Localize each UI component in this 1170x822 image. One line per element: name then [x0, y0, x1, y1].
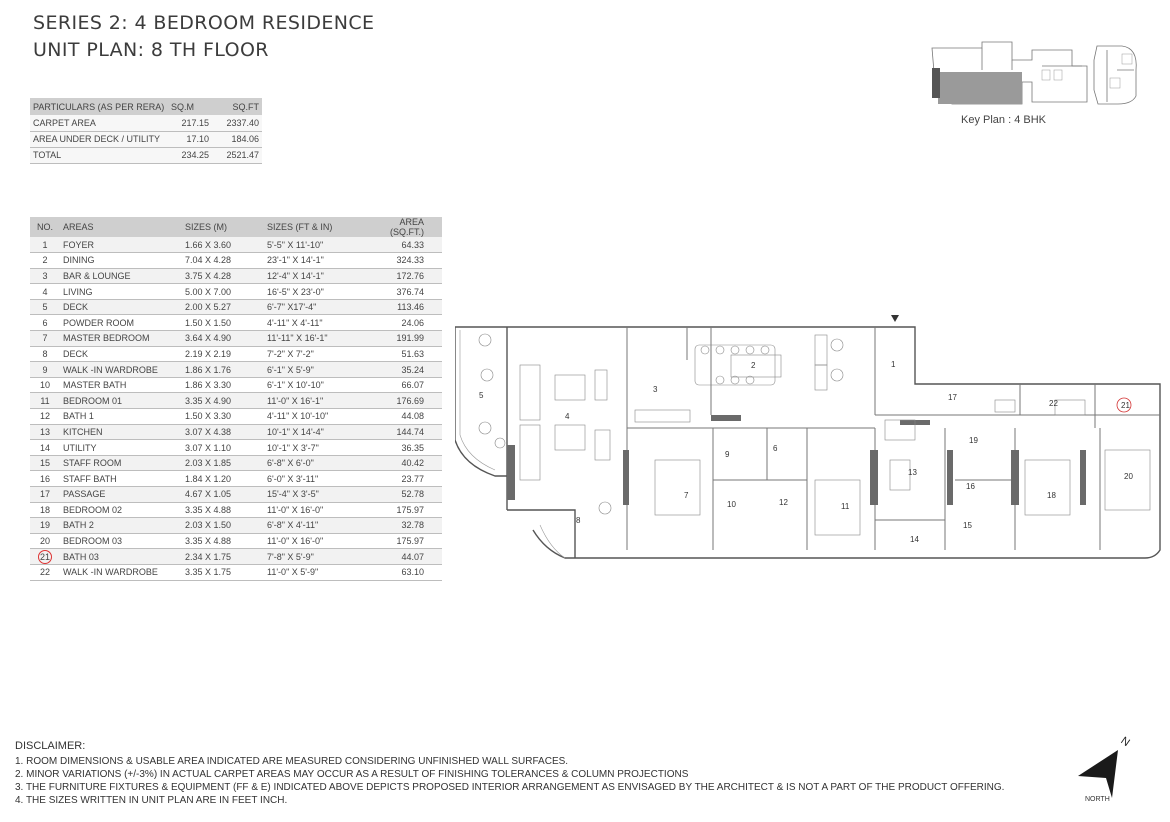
areas-row	[30, 487, 442, 503]
room-number: 21	[1121, 401, 1130, 410]
area-size-ft: 11'-0" X 5'-9"	[264, 564, 368, 580]
title-series: SERIES 2: 4 BEDROOM RESIDENCE	[33, 12, 375, 34]
area-size-ft: 4'-11" X 10'-10"	[264, 409, 368, 425]
areas-row	[30, 346, 442, 362]
area-name: DINING	[60, 253, 182, 269]
area-size-ft: 12'-4" X 14'-1"	[264, 268, 368, 284]
room-number: 8	[576, 516, 581, 525]
area-no: 10	[30, 377, 60, 393]
rera-sqft: 2337.40	[212, 115, 262, 131]
area-sqft: 64.33	[368, 237, 442, 253]
area-no: 1	[30, 237, 60, 253]
room-number: 10	[727, 500, 736, 509]
area-size-ft: 4'-11" X 4'-11"	[264, 315, 368, 331]
disclaimer-line: 4. THE SIZES WRITTEN IN UNIT PLAN ARE IN FEET INCH.	[15, 795, 288, 806]
area-sqft: 376.74	[368, 284, 442, 300]
north-label: NORTH	[1085, 796, 1110, 803]
area-sqft: 44.07	[368, 549, 442, 565]
area-sqft: 24.06	[368, 315, 442, 331]
rera-sqm: 234.25	[168, 147, 212, 163]
room-number: 12	[779, 498, 788, 507]
room-number: 7	[684, 491, 689, 500]
area-no: 17	[30, 487, 60, 503]
area-no: 12	[30, 409, 60, 425]
rera-header-sqft: SQ.FT	[212, 98, 262, 115]
area-no: 13	[30, 424, 60, 440]
areas-row	[30, 440, 442, 456]
area-sqft: 113.46	[368, 299, 442, 315]
room-number: 19	[969, 436, 978, 445]
area-size-m: 1.86 X 1.76	[182, 362, 264, 378]
area-no: 5	[30, 299, 60, 315]
areas-row	[30, 377, 442, 393]
area-name: KITCHEN	[60, 424, 182, 440]
area-size-ft: 23'-1" X 14'-1"	[264, 253, 368, 269]
area-size-m: 1.50 X 1.50	[182, 315, 264, 331]
area-size-m: 2.19 X 2.19	[182, 346, 264, 362]
area-sqft: 176.69	[368, 393, 442, 409]
area-size-ft: 16'-5" X 23'-0"	[264, 284, 368, 300]
area-size-m: 3.35 X 1.75	[182, 564, 264, 580]
room-number: 20	[1124, 472, 1133, 481]
area-size-ft: 6'-8" X 6'-0"	[264, 455, 368, 471]
room-number: 18	[1047, 491, 1056, 500]
rera-header-row	[30, 98, 262, 115]
area-sqft: 52.78	[368, 487, 442, 503]
disclaimer-line: 3. THE FURNITURE FIXTURES & EQUIPMENT (FF & E) INDICATED ABOVE DEPICTS PROPOSED INTERIOR ARRANGEMENT AS ENVISAGED BY THE ARCHITECT & IS NOT A PART OF THE PRODUCT OFFERING.	[15, 782, 1005, 793]
area-name: BEDROOM 03	[60, 533, 182, 549]
rera-sqm: 17.10	[168, 131, 212, 147]
area-name: BATH 1	[60, 409, 182, 425]
areas-table-body	[30, 237, 442, 580]
room-number: 15	[963, 521, 972, 530]
key-plan-caption: Key Plan : 4 BHK	[961, 114, 1046, 126]
areas-row	[30, 409, 442, 425]
area-size-m: 2.00 X 5.27	[182, 299, 264, 315]
area-name: DECK	[60, 299, 182, 315]
area-sqft: 51.63	[368, 346, 442, 362]
area-name: DECK	[60, 346, 182, 362]
disclaimer-heading: DISCLAIMER:	[15, 740, 86, 752]
area-no: 11	[30, 393, 60, 409]
area-name: POWDER ROOM	[60, 315, 182, 331]
areas-row	[30, 253, 442, 269]
area-no: 2	[30, 253, 60, 269]
room-number: 9	[725, 450, 730, 459]
area-no-highlight: 21	[39, 551, 50, 562]
areas-header-area-sqft: AREA (SQ.FT.)	[368, 217, 442, 237]
room-number: 5	[479, 391, 484, 400]
area-name: PASSAGE	[60, 487, 182, 503]
area-name: LIVING	[60, 284, 182, 300]
area-size-m: 3.35 X 4.88	[182, 502, 264, 518]
area-name: BEDROOM 01	[60, 393, 182, 409]
rera-label: TOTAL	[30, 147, 168, 163]
area-size-m: 3.35 X 4.90	[182, 393, 264, 409]
room-number: 11	[841, 502, 850, 511]
rera-sqft: 2521.47	[212, 147, 262, 163]
areas-row	[30, 502, 442, 518]
areas-table	[30, 217, 442, 581]
areas-row	[30, 518, 442, 534]
area-name: FOYER	[60, 237, 182, 253]
area-size-ft: 10'-1" X 3'-7"	[264, 440, 368, 456]
rera-label: CARPET AREA	[30, 115, 168, 131]
areas-row	[30, 564, 442, 580]
area-size-ft: 10'-1" X 14'-4"	[264, 424, 368, 440]
area-size-m: 5.00 X 7.00	[182, 284, 264, 300]
disclaimer	[15, 740, 1004, 807]
area-name: BAR & LOUNGE	[60, 268, 182, 284]
area-size-ft: 11'-0" X 16'-0"	[264, 502, 368, 518]
area-sqft: 66.07	[368, 377, 442, 393]
area-sqft: 35.24	[368, 362, 442, 378]
area-sqft: 175.97	[368, 533, 442, 549]
room-number: 3	[653, 385, 658, 394]
page-title	[33, 10, 374, 64]
rera-sqft: 184.06	[212, 131, 262, 147]
area-size-ft: 5'-5" X 11'-10"	[264, 237, 368, 253]
rera-header-particulars: PARTICULARS (AS PER RERA)	[30, 98, 168, 115]
area-sqft: 36.35	[368, 440, 442, 456]
area-no: 14	[30, 440, 60, 456]
area-no: 4	[30, 284, 60, 300]
rera-row	[30, 147, 262, 163]
area-name: BEDROOM 02	[60, 502, 182, 518]
area-no: 15	[30, 455, 60, 471]
room-number: 22	[1049, 399, 1058, 408]
room-number: 13	[908, 468, 917, 477]
areas-row	[30, 299, 442, 315]
area-size-m: 3.64 X 4.90	[182, 331, 264, 347]
area-no	[30, 549, 60, 565]
areas-row	[30, 331, 442, 347]
area-sqft: 23.77	[368, 471, 442, 487]
area-size-m: 2.34 X 1.75	[182, 549, 264, 565]
area-sqft: 191.99	[368, 331, 442, 347]
area-name: STAFF BATH	[60, 471, 182, 487]
area-sqft: 44.08	[368, 409, 442, 425]
areas-header-no: NO.	[30, 217, 60, 237]
areas-row	[30, 393, 442, 409]
area-no: 9	[30, 362, 60, 378]
area-size-ft: 11'-0" X 16'-1"	[264, 393, 368, 409]
room-number: 4	[565, 412, 570, 421]
area-sqft: 32.78	[368, 518, 442, 534]
area-sqft: 324.33	[368, 253, 442, 269]
area-size-m: 3.75 X 4.28	[182, 268, 264, 284]
area-size-ft: 6'-8" X 4'-11"	[264, 518, 368, 534]
disclaimer-line: 2. MINOR VARIATIONS (+/-3%) IN ACTUAL CARPET AREAS MAY OCCUR AS A RESULT OF FINISHING TOLERANCES & COLUMN PROJECTIONS	[15, 769, 689, 780]
area-sqft: 63.10	[368, 564, 442, 580]
title-unit-plan: UNIT PLAN: 8 TH FLOOR	[33, 39, 269, 61]
room-number: 16	[966, 482, 975, 491]
areas-row	[30, 315, 442, 331]
room-number: 17	[948, 393, 957, 402]
area-size-m: 2.03 X 1.85	[182, 455, 264, 471]
area-sqft: 175.97	[368, 502, 442, 518]
areas-row	[30, 455, 442, 471]
area-no: 19	[30, 518, 60, 534]
rera-header-sqm: SQ.M	[168, 98, 212, 115]
areas-header-areas: AREAS	[60, 217, 182, 237]
area-size-ft: 11'-0" X 16'-0"	[264, 533, 368, 549]
areas-header-sizes-ft: SIZES (FT & IN)	[264, 217, 368, 237]
unit-floor-plan	[455, 310, 1170, 570]
area-name: UTILITY	[60, 440, 182, 456]
area-size-ft: 6'-0" X 3'-11"	[264, 471, 368, 487]
rera-table	[30, 98, 262, 164]
key-plan-drawing	[922, 40, 1148, 108]
room-number: 6	[773, 444, 778, 453]
area-size-m: 2.03 X 1.50	[182, 518, 264, 534]
area-size-ft: 7'-8" X 5'-9"	[264, 549, 368, 565]
room-number: 2	[751, 361, 756, 370]
area-name: MASTER BATH	[60, 377, 182, 393]
areas-header-sizes-m: SIZES (M)	[182, 217, 264, 237]
area-size-m: 3.07 X 1.10	[182, 440, 264, 456]
area-size-m: 1.86 X 3.30	[182, 377, 264, 393]
rera-label: AREA UNDER DECK / UTILITY	[30, 131, 168, 147]
area-size-m: 1.66 X 3.60	[182, 237, 264, 253]
area-size-m: 1.50 X 3.30	[182, 409, 264, 425]
room-number: 14	[910, 535, 919, 544]
rera-row	[30, 131, 262, 147]
area-sqft: 144.74	[368, 424, 442, 440]
rera-row	[30, 115, 262, 131]
area-sqft: 40.42	[368, 455, 442, 471]
areas-row	[30, 533, 442, 549]
area-no: 3	[30, 268, 60, 284]
areas-header-row	[30, 217, 442, 237]
area-size-ft: 6'-1" X 10'-10"	[264, 377, 368, 393]
area-name: WALK -IN WARDROBE	[60, 362, 182, 378]
area-size-m: 3.35 X 4.88	[182, 533, 264, 549]
area-size-ft: 11'-11" X 16'-1"	[264, 331, 368, 347]
area-no: 16	[30, 471, 60, 487]
areas-row	[30, 237, 442, 253]
area-size-ft: 7'-2" X 7'-2"	[264, 346, 368, 362]
areas-row	[30, 549, 442, 565]
areas-row	[30, 424, 442, 440]
area-name: BATH 2	[60, 518, 182, 534]
area-name: WALK -IN WARDROBE	[60, 564, 182, 580]
area-name: STAFF ROOM	[60, 455, 182, 471]
area-no: 18	[30, 502, 60, 518]
area-size-m: 3.07 X 4.38	[182, 424, 264, 440]
area-name: BATH 03	[60, 549, 182, 565]
area-name: MASTER BEDROOM	[60, 331, 182, 347]
area-size-ft: 6'-7" X17'-4"	[264, 299, 368, 315]
rera-sqm: 217.15	[168, 115, 212, 131]
area-size-m: 4.67 X 1.05	[182, 487, 264, 503]
area-no: 6	[30, 315, 60, 331]
area-size-m: 7.04 X 4.28	[182, 253, 264, 269]
disclaimer-line: 1. ROOM DIMENSIONS & USABLE AREA INDICATED ARE MEASURED CONSIDERING UNFINISHED WALL SURFACES.	[15, 756, 569, 767]
area-size-ft: 6'-1" X 5'-9"	[264, 362, 368, 378]
areas-row	[30, 284, 442, 300]
area-size-m: 1.84 X 1.20	[182, 471, 264, 487]
north-letter: N	[1118, 734, 1132, 750]
area-no: 7	[30, 331, 60, 347]
areas-row	[30, 471, 442, 487]
area-no: 20	[30, 533, 60, 549]
area-size-ft: 15'-4" X 3'-5"	[264, 487, 368, 503]
areas-row	[30, 362, 442, 378]
areas-row	[30, 268, 442, 284]
area-sqft: 172.76	[368, 268, 442, 284]
area-no: 8	[30, 346, 60, 362]
room-number: 1	[891, 360, 896, 369]
area-no: 22	[30, 564, 60, 580]
